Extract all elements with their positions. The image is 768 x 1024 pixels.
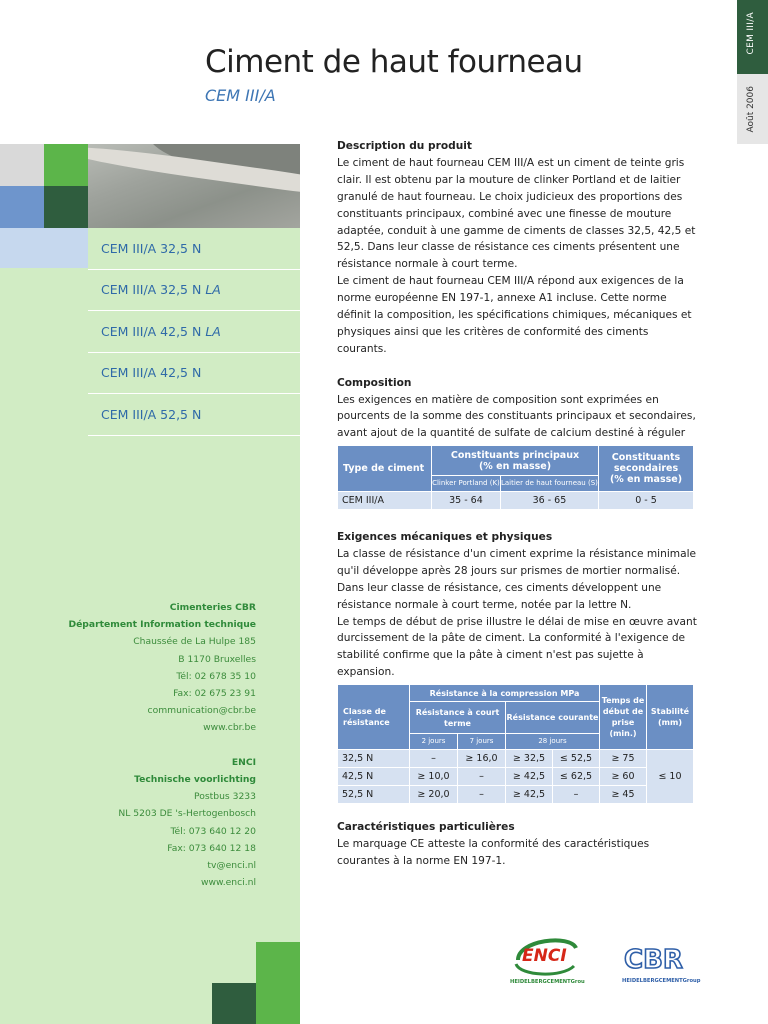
particular-section — [337, 819, 697, 870]
table-row: CEM III/A 35 - 64 36 - 65 0 - 5 — [338, 492, 694, 510]
cbr-address: Chaussée de La Hulpe 185 — [133, 636, 256, 648]
composition-table — [337, 445, 694, 510]
th-current: Résistance courante — [506, 702, 600, 734]
enci-logo — [510, 930, 585, 986]
variant-item: CEM III/A 32,5 N — [88, 228, 300, 270]
mechanical-heading: Exigences mécaniques et physiques — [337, 531, 553, 543]
svg-text:ENCI: ENCI — [522, 946, 567, 966]
deco-block — [256, 983, 300, 1024]
deco-block — [44, 144, 88, 186]
variant-item: CEM III/A 42,5 N — [88, 353, 300, 395]
cbr-web-link[interactable]: www.cbr.be — [203, 722, 256, 734]
th-type: Type de ciment — [338, 446, 432, 492]
cbr-department: Département Information technique — [68, 619, 256, 631]
composition-heading: Composition — [337, 376, 412, 389]
table-row: 32,5 N – ≥ 16,0 ≥ 32,5 ≤ 52,5 ≥ 75 ≤ 10 — [338, 750, 694, 768]
side-tab-date: Août 2006 — [737, 74, 768, 144]
th-secondary: Constituants secondaires (% en masse) — [599, 446, 694, 492]
mechanical-paragraph: Le temps de début de prise illustre le délai de mise en œuvre avant durcissement de la pâte de ciment. La conformité à l'exigence de stabilité confirme que la pâte à ciment n'est pas sujette à expansion. — [337, 615, 697, 679]
svg-text:CBR: CBR — [624, 945, 683, 975]
deco-block — [212, 983, 256, 1024]
variant-item: CEM III/A 42,5 N LA — [88, 311, 300, 353]
side-tab-code: CEM III/A — [737, 0, 768, 74]
table-row: 52,5 N ≥ 20,0 – ≥ 42,5 – ≥ 45 — [338, 786, 694, 804]
th-stability: Stabilité (mm) — [647, 685, 694, 750]
enci-address: Postbus 3233 — [194, 791, 256, 803]
deco-block — [0, 186, 44, 228]
mechanical-section — [337, 529, 697, 681]
description-heading: Description du produit — [337, 140, 472, 152]
description-paragraph: Le ciment de haut fourneau CEM III/A est un ciment de teinte gris clair. Il est obtenu par la mouture de clinker Portland et de laitier granulé de haut fourneau. Le choix judicieux des proportions des constituants principaux, combiné avec une finesse de mouture adaptée, conduit à une gamme de ciments de classes 32,5, 42,5 et 52,5. Dans leur classe de résistance ces ciments présentent une résistance normale à court terme. — [337, 156, 696, 271]
th-class: Classe de résistance — [338, 685, 410, 750]
enci-department: Technische voorlichting — [134, 774, 256, 786]
road-photo — [88, 144, 300, 228]
th-7d: 7 jours — [458, 734, 506, 750]
particular-heading: Caractéristiques particulières — [337, 821, 515, 833]
enci-fax: Fax: 073 640 12 18 — [167, 842, 256, 854]
deco-block — [44, 186, 88, 228]
mechanical-paragraph: La classe de résistance d'un ciment exprime la résistance minimale qu'il développe après 28 jours sur prismes de mortier normalisé. Dans leur classe de résistance, ces ciments développent une résistance normale à court terme, notée par la lettre N. — [337, 547, 697, 611]
deco-block — [0, 144, 44, 186]
th-slag: Laitier de haut fourneau (S) — [500, 476, 598, 492]
mechanical-table — [337, 684, 694, 804]
enci-email-link[interactable]: tv@enci.nl — [207, 860, 256, 872]
deco-block — [0, 228, 88, 268]
cbr-city: B 1170 Bruxelles — [178, 653, 256, 665]
th-short-term: Résistance à court terme — [410, 702, 506, 734]
particular-paragraph: Le marquage CE atteste la conformité des caractéristiques courantes à la norme EN 197-1. — [337, 837, 650, 867]
deco-block — [256, 942, 300, 983]
variant-item: CEM III/A 52,5 N — [88, 394, 300, 436]
th-28d: 28 jours — [506, 734, 600, 750]
variant-item: CEM III/A 32,5 N LA — [88, 270, 300, 312]
cbr-tel: Tél: 02 678 35 10 — [176, 670, 256, 682]
th-setting: Temps de début de prise (min.) — [600, 685, 647, 750]
table-row: 42,5 N ≥ 10,0 – ≥ 42,5 ≤ 62,5 ≥ 60 — [338, 768, 694, 786]
th-main: Constituants principaux (% en masse) — [432, 446, 599, 476]
enci-company: ENCI — [231, 756, 256, 768]
stability-cell: ≤ 10 — [647, 750, 694, 804]
page-subtitle: CEM III/A — [205, 86, 276, 105]
cbr-company: Cimenteries CBR — [169, 602, 256, 613]
th-2d: 2 jours — [410, 734, 458, 750]
main-content — [337, 138, 697, 459]
enci-tel: Tél: 073 640 12 20 — [170, 825, 256, 837]
svg-text:HEIDELBERGCEMENTGroup: HEIDELBERGCEMENTGroup — [622, 978, 701, 984]
enci-web-link[interactable]: www.enci.nl — [201, 877, 256, 889]
cbr-email-link[interactable]: communication@cbr.be — [147, 705, 256, 717]
description-paragraph: Le ciment de haut fourneau CEM III/A répond aux exigences de la norme européenne EN 197-1, annexe A1 incluse. Cette norme définit la composition, les spécifications chimiques, mécaniques et physiques ainsi que les critères de conformité des ciments courants. — [337, 275, 692, 355]
svg-text:HEIDELBERGCEMENTGroup: HEIDELBERGCEMENTGroup — [510, 979, 585, 985]
composition-paragraph: Les exigences en matière de composition sont exprimées en pourcents de la somme des constituants principaux et secondaires, avant ajout de la quantité de sulfate de calcium destiné à réguler — [337, 393, 696, 440]
cbr-fax: Fax: 02 675 23 91 — [173, 688, 256, 700]
page-title: Ciment de haut fourneau — [205, 44, 583, 80]
cement-variant-list — [88, 228, 300, 436]
contact-block — [60, 599, 256, 891]
th-clinker: Clinker Portland (K) — [432, 476, 501, 492]
th-compression: Résistance à la compression MPa — [410, 685, 600, 702]
enci-city: NL 5203 DE 's-Hertogenbosch — [118, 808, 256, 820]
cbr-logo — [620, 936, 704, 986]
